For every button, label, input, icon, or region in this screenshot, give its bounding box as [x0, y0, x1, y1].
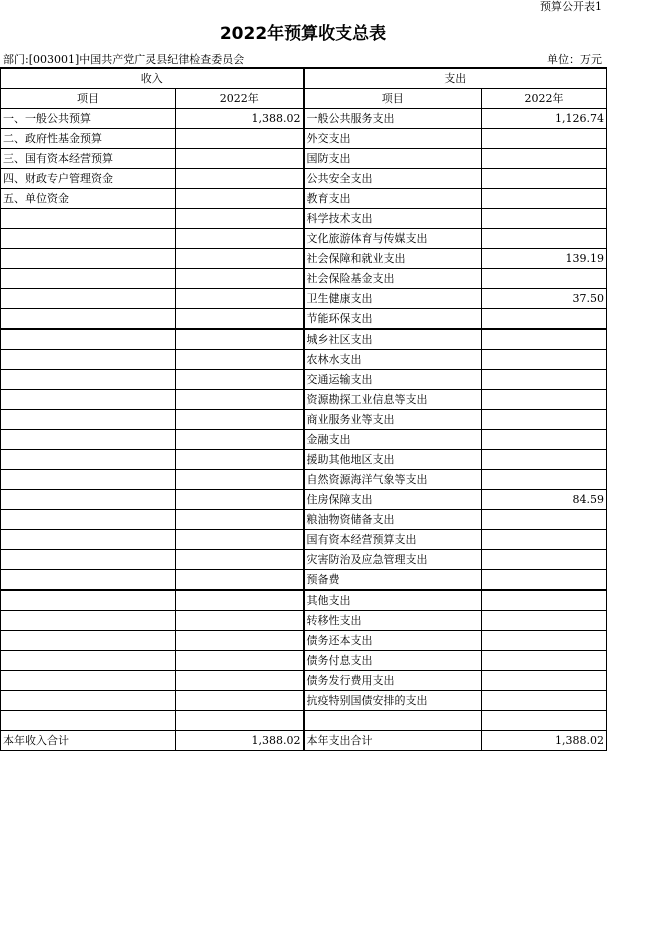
- income-item-cell: [1, 611, 176, 631]
- income-item-cell: [1, 651, 176, 671]
- expense-item-cell: 教育支出: [304, 189, 482, 209]
- table-number-label: 预算公开表1: [540, 0, 602, 13]
- income-item-cell: [1, 470, 176, 490]
- table-row: [1, 450, 607, 470]
- income-value-cell: [176, 530, 304, 550]
- table-row: [1, 550, 607, 570]
- table-row: [1, 651, 607, 671]
- income-item-cell: [1, 350, 176, 370]
- expense-value-cell: [482, 570, 607, 591]
- expense-value-cell: [482, 209, 607, 229]
- table-row: [1, 209, 607, 229]
- income-value-cell: [176, 570, 304, 591]
- expense-value-cell: [482, 530, 607, 550]
- income-value-cell: [176, 450, 304, 470]
- income-item-cell: [1, 711, 176, 731]
- expense-item-cell: 债务还本支出: [304, 631, 482, 651]
- income-value-cell: [176, 189, 304, 209]
- table-row: [1, 530, 607, 550]
- income-value-cell: [176, 631, 304, 651]
- table-row: [1, 611, 607, 631]
- expense-item-cell: 城乡社区支出: [304, 329, 482, 350]
- income-item-cell: [1, 289, 176, 309]
- expense-item-cell: 其他支出: [304, 590, 482, 611]
- income-item-cell: [1, 550, 176, 570]
- unit-label: 单位：万元: [547, 53, 602, 66]
- expense-value-cell: [482, 390, 607, 410]
- expense-value-cell: [482, 309, 607, 330]
- income-value-cell: [176, 209, 304, 229]
- table-row: [1, 691, 607, 711]
- income-value-cell: [176, 350, 304, 370]
- expense-value-cell: [482, 410, 607, 430]
- income-value-cell: [176, 430, 304, 450]
- table-row: [1, 169, 607, 189]
- table-row: [1, 269, 607, 289]
- table-row: [1, 189, 607, 209]
- income-item-cell: [1, 691, 176, 711]
- expense-item-cell: 债务发行费用支出: [304, 671, 482, 691]
- income-item-cell: [1, 450, 176, 470]
- table-row: [1, 711, 607, 731]
- expense-value-cell: [482, 510, 607, 530]
- expense-value-cell: 37.50: [482, 289, 607, 309]
- page-title: 2022年预算收支总表: [219, 24, 387, 44]
- table-row: [1, 570, 607, 591]
- table-row: [1, 309, 607, 330]
- table-row: [1, 289, 607, 309]
- income-value-cell: 1,388.02: [176, 109, 304, 129]
- expense-value-cell: [482, 590, 607, 611]
- income-value-cell: [176, 550, 304, 570]
- income-item-cell: [1, 430, 176, 450]
- expense-value-cell: [482, 189, 607, 209]
- table-row: [1, 510, 607, 530]
- table-row: [1, 229, 607, 249]
- expense-item-cell: 债务付息支出: [304, 651, 482, 671]
- expense-item-cell: 社会保险基金支出: [304, 269, 482, 289]
- income-value-cell: [176, 269, 304, 289]
- income-value-cell: [176, 691, 304, 711]
- income-year-header: 2022年: [176, 89, 304, 109]
- income-value-cell: [176, 651, 304, 671]
- income-value-cell: [176, 229, 304, 249]
- expense-value-cell: [482, 671, 607, 691]
- income-item-cell: [1, 229, 176, 249]
- table-row: [1, 430, 607, 450]
- income-item-cell: 一、一般公共预算: [1, 109, 176, 129]
- table-row: [1, 109, 607, 129]
- expense-value-cell: [482, 370, 607, 390]
- expense-value-cell: [482, 329, 607, 350]
- table-row: [1, 390, 607, 410]
- expense-item-cell: 农林水支出: [304, 350, 482, 370]
- expense-item-header: 项目: [304, 89, 482, 109]
- expense-item-cell: 自然资源海洋气象等支出: [304, 470, 482, 490]
- income-item-cell: [1, 329, 176, 350]
- expense-item-cell: 商业服务业等支出: [304, 410, 482, 430]
- expense-value-cell: [482, 470, 607, 490]
- expense-value-cell: [482, 169, 607, 189]
- income-item-header: 项目: [1, 89, 176, 109]
- income-value-cell: [176, 289, 304, 309]
- table-row: [1, 149, 607, 169]
- expense-value-cell: [482, 269, 607, 289]
- income-item-cell: [1, 249, 176, 269]
- department-label: 部门:[003001]中国共产党广灵县纪律检查委员会: [3, 53, 245, 66]
- income-value-cell: [176, 410, 304, 430]
- income-item-cell: 五、单位资金: [1, 189, 176, 209]
- income-value-cell: [176, 390, 304, 410]
- expense-item-cell: 社会保障和就业支出: [304, 249, 482, 269]
- income-value-cell: [176, 129, 304, 149]
- expense-item-cell: 抗疫特别国债安排的支出: [304, 691, 482, 711]
- expense-item-cell: 科学技术支出: [304, 209, 482, 229]
- expense-item-cell: 转移性支出: [304, 611, 482, 631]
- expense-value-cell: [482, 450, 607, 470]
- expense-value-cell: [482, 229, 607, 249]
- expense-item-cell: 一般公共服务支出: [304, 109, 482, 129]
- income-value-cell: [176, 510, 304, 530]
- income-value-cell: [176, 490, 304, 510]
- income-total-label: 本年收入合计: [1, 731, 176, 751]
- table-row: [1, 350, 607, 370]
- expense-item-cell: 粮油物资储备支出: [304, 510, 482, 530]
- income-item-cell: 四、财政专户管理资金: [1, 169, 176, 189]
- income-value-cell: [176, 370, 304, 390]
- expense-item-cell: 文化旅游体育与传媒支出: [304, 229, 482, 249]
- expense-item-cell: 外交支出: [304, 129, 482, 149]
- expense-value-cell: [482, 350, 607, 370]
- income-item-cell: 二、政府性基金预算: [1, 129, 176, 149]
- expense-item-cell: 预备费: [304, 570, 482, 591]
- table-row: [1, 129, 607, 149]
- table-row: [1, 249, 607, 269]
- expense-value-cell: [482, 149, 607, 169]
- expense-header: 支出: [304, 68, 607, 89]
- income-value-cell: [176, 611, 304, 631]
- income-item-cell: [1, 269, 176, 289]
- income-item-cell: [1, 370, 176, 390]
- expense-item-cell: 资源勘探工业信息等支出: [304, 390, 482, 410]
- income-value-cell: [176, 671, 304, 691]
- income-item-cell: [1, 390, 176, 410]
- expense-value-cell: [482, 691, 607, 711]
- income-value-cell: [176, 590, 304, 611]
- table-row: [1, 631, 607, 651]
- expense-item-cell: 卫生健康支出: [304, 289, 482, 309]
- income-item-cell: 三、国有资本经营预算: [1, 149, 176, 169]
- table-row: [1, 470, 607, 490]
- income-value-cell: [176, 470, 304, 490]
- expense-item-cell: 灾害防治及应急管理支出: [304, 550, 482, 570]
- income-item-cell: [1, 309, 176, 330]
- income-item-cell: [1, 570, 176, 591]
- expense-value-cell: [482, 430, 607, 450]
- table-row: [1, 329, 607, 350]
- table-row: [1, 590, 607, 611]
- expense-item-cell: 金融支出: [304, 430, 482, 450]
- expense-value-cell: [482, 631, 607, 651]
- income-item-cell: [1, 490, 176, 510]
- income-value-cell: [176, 329, 304, 350]
- expense-item-cell: 国防支出: [304, 149, 482, 169]
- table-row: [1, 410, 607, 430]
- expense-item-cell: [304, 711, 482, 731]
- expense-item-cell: 交通运输支出: [304, 370, 482, 390]
- income-value-cell: [176, 309, 304, 330]
- table-row: [1, 370, 607, 390]
- income-header: 收入: [1, 68, 304, 89]
- income-item-cell: [1, 209, 176, 229]
- expense-value-cell: [482, 711, 607, 731]
- expense-item-cell: 节能环保支出: [304, 309, 482, 330]
- expense-value-cell: [482, 129, 607, 149]
- expense-value-cell: [482, 651, 607, 671]
- expense-total-value: 1,388.02: [482, 731, 607, 751]
- table-row: [1, 671, 607, 691]
- expense-item-cell: 国有资本经营预算支出: [304, 530, 482, 550]
- income-item-cell: [1, 410, 176, 430]
- expense-year-header: 2022年: [482, 89, 607, 109]
- income-value-cell: [176, 149, 304, 169]
- budget-summary-table: [0, 67, 607, 751]
- expense-value-cell: [482, 611, 607, 631]
- expense-item-cell: 公共安全支出: [304, 169, 482, 189]
- income-item-cell: [1, 590, 176, 611]
- income-item-cell: [1, 530, 176, 550]
- expense-value-cell: 139.19: [482, 249, 607, 269]
- income-value-cell: [176, 711, 304, 731]
- expense-value-cell: [482, 550, 607, 570]
- income-value-cell: [176, 169, 304, 189]
- income-item-cell: [1, 671, 176, 691]
- expense-item-cell: 住房保障支出: [304, 490, 482, 510]
- expense-value-cell: 1,126.74: [482, 109, 607, 129]
- income-item-cell: [1, 631, 176, 651]
- expense-item-cell: 援助其他地区支出: [304, 450, 482, 470]
- expense-total-label: 本年支出合计: [304, 731, 482, 751]
- table-row: [1, 490, 607, 510]
- income-item-cell: [1, 510, 176, 530]
- expense-value-cell: 84.59: [482, 490, 607, 510]
- income-total-value: 1,388.02: [176, 731, 304, 751]
- income-value-cell: [176, 249, 304, 269]
